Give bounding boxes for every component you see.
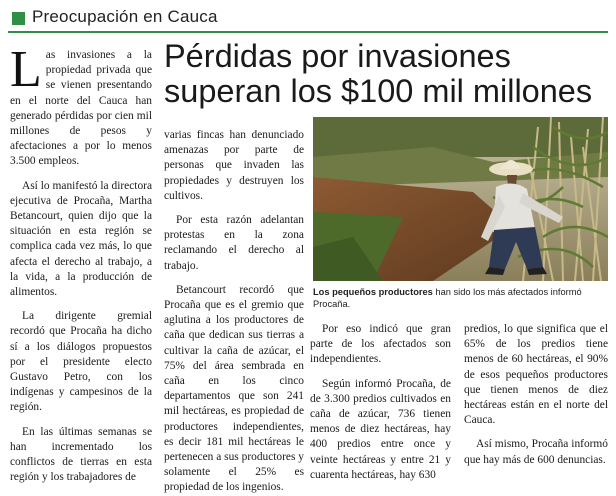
photo-caption-bold: Los pequeños productores [313,287,433,297]
drop-cap: L [10,41,42,98]
article-column-1 [10,41,152,485]
photo-caption [313,286,608,310]
article-paragraph: Así mismo, Procaña informó que hay más de 600 denuncias. [464,438,608,466]
article-photo [313,117,608,281]
article-paragraph: Por esta razón adelantan protestas en la zona reclamando el derecho al trabajo. [164,214,304,272]
article-paragraph: En las últimas semanas se han incrementado los conflictos de tierras en esta región y los trabajadores de [10,425,152,484]
headline [164,39,612,109]
article-paragraph: Así lo manifestó la directora ejecutiva de Procaña, Martha Betancourt, quien dijo que la situación en esta región se complica cada vez más, lo que afecta el derecho al trabajo, a la vida, a la producción de alimentos. [10,179,152,299]
section-header [8,9,608,33]
article-paragraph: Por eso indicó que gran parte de los afectados son independientes. [310,323,451,366]
article-paragraph: Betancourt recordó que Procaña que es el gremio que aglutina a los productores de caña que dedican sus tierras a cultivar la caña de azúcar, el 75% del área sembrada en caña en los cinco departamentos que son 241 mil hectáreas, es propiedad de productores independientes, es decir 181 mil hectáreas le pertenecen a sus productores y solamente el 25% es propiedad de los ingenios. [164,283,304,494]
article-column-3 [310,322,451,483]
photo-caption-text: han sido los más afectados informó Procaña. [313,287,582,309]
cane-field-farmer-image [313,117,608,281]
article-paragraph: varias fincas han denunciado amenazas por parte de personas que invaden las propiedades y destruyen los cultivos. [164,129,304,202]
article-paragraph: Según informó Procaña, de de 3.300 predios cultivados en caña de azúcar, 736 tienen menos de diez hectáreas, hay 400 predios entre once y veinte hectáreas y entre 21 y cuarenta hectáreas, hay 630 [310,377,451,481]
headline-line-2: superan los $100 mil millones [164,73,593,109]
article-column-2 [164,128,304,496]
article-paragraph: predios, lo que significa que el 65% de los predios tiene menos de 60 hectáreas, el 90% de esos pequeños productores que tienen menos de diez hectáreas están en el norte del Cauca. [464,323,608,427]
article-paragraph: La dirigente gremial recordó que Procaña ha dicho sí a los diálogos propuestos por el presidente electo Gustavo Petro, con los indígenas y campesinos de la región. [10,310,152,414]
headline-line-1: Pérdidas por invasiones [164,38,511,74]
section-marker-icon [12,12,25,25]
article-paragraph: Las invasiones a la propiedad privada que se vienen presentando en el norte del Cauca han generado pérdidas por cien mil millones de pesos y afectaciones a por lo menos 3.500 empleos. [10,41,152,168]
article-column-4 [464,322,608,468]
section-title: Preocupación en Cauca [32,7,218,26]
